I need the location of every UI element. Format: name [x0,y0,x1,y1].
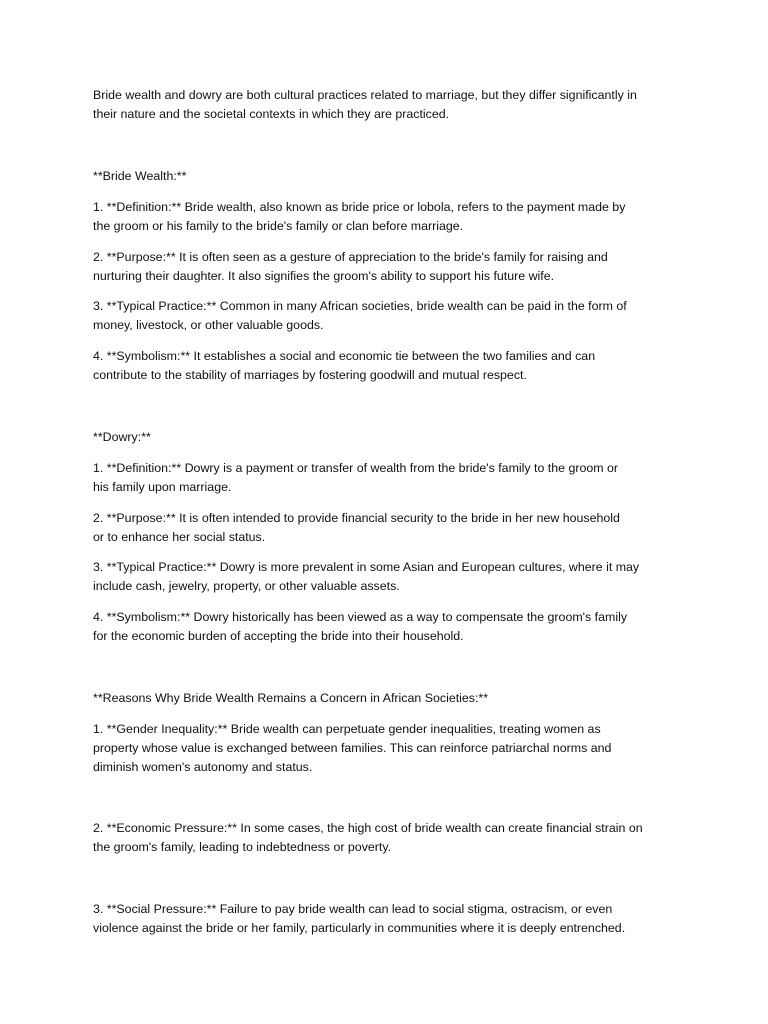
dowry-item-2-line-2: or to enhance her social status. [93,530,266,544]
bride-wealth-item-1-line-1: 1. **Definition:** Bride wealth, also known as bride price or lobola, refers to the payment made by [93,200,626,214]
dowry-heading: **Dowry:** [93,430,151,444]
dowry-item-4-line-2: for the economic burden of accepting the bride into their household. [93,629,464,643]
dowry-item-3-line-2: include cash, jewelry, property, or other valuable assets. [93,579,400,593]
bride-wealth-item-2-line-1: 2. **Purpose:** It is often seen as a gesture of appreciation to the bride's family for raising and [93,250,608,264]
bride-wealth-item-4-line-2: contribute to the stability of marriages by fostering goodwill and mutual respect. [93,368,527,382]
dowry-item-3-line-1: 3. **Typical Practice:** Dowry is more prevalent in some Asian and European cultures, where it may [93,560,640,574]
reasons-item-1-line-3: diminish women's autonomy and status. [93,760,313,774]
reasons-item-3-line-2: violence against the bride or her family, particularly in communities where it is deeply entrenched. [93,921,626,935]
intro-line-2: their nature and the societal contexts in which they are practiced. [93,107,450,121]
reasons-item-2-line-1: 2. **Economic Pressure:** In some cases, the high cost of bride wealth can create financial strain on [93,821,643,835]
dowry-item-1-line-2: his family upon marriage. [93,480,232,494]
dowry-item-4-line-1: 4. **Symbolism:** Dowry historically has been viewed as a way to compensate the groom's family [93,610,628,624]
reasons-item-2-line-2: the groom's family, leading to indebtedness or poverty. [93,840,392,854]
bride-wealth-item-3-line-2: money, livestock, or other valuable goods. [93,318,324,332]
bride-wealth-item-2-line-2: nurturing their daughter. It also signifies the groom's ability to support his future wife. [93,269,555,283]
reasons-item-3-line-1: 3. **Social Pressure:** Failure to pay bride wealth can lead to social stigma, ostracism, or even [93,902,613,916]
bride-wealth-heading: **Bride Wealth:** [93,169,187,183]
intro-line-1: Bride wealth and dowry are both cultural practices related to marriage, but they differ significantly in [93,88,637,102]
bride-wealth-item-1-line-2: the groom or his family to the bride's family or clan before marriage. [93,219,464,233]
reasons-item-1-line-1: 1. **Gender Inequality:** Bride wealth can perpetuate gender inequalities, treating women as [93,722,601,736]
dowry-item-1-line-1: 1. **Definition:** Dowry is a payment or transfer of wealth from the bride's family to the groom or [93,461,619,475]
dowry-item-2-line-1: 2. **Purpose:** It is often intended to provide financial security to the bride in her new household [93,511,620,525]
bride-wealth-item-4-line-1: 4. **Symbolism:** It establishes a social and economic tie between the two families and can [93,349,596,363]
reasons-heading: **Reasons Why Bride Wealth Remains a Concern in African Societies:** [93,691,489,705]
bride-wealth-item-3-line-1: 3. **Typical Practice:** Common in many African societies, bride wealth can be paid in the form of [93,299,627,313]
reasons-item-1-line-2: property whose value is exchanged between families. This can reinforce patriarchal norms and [93,741,612,755]
